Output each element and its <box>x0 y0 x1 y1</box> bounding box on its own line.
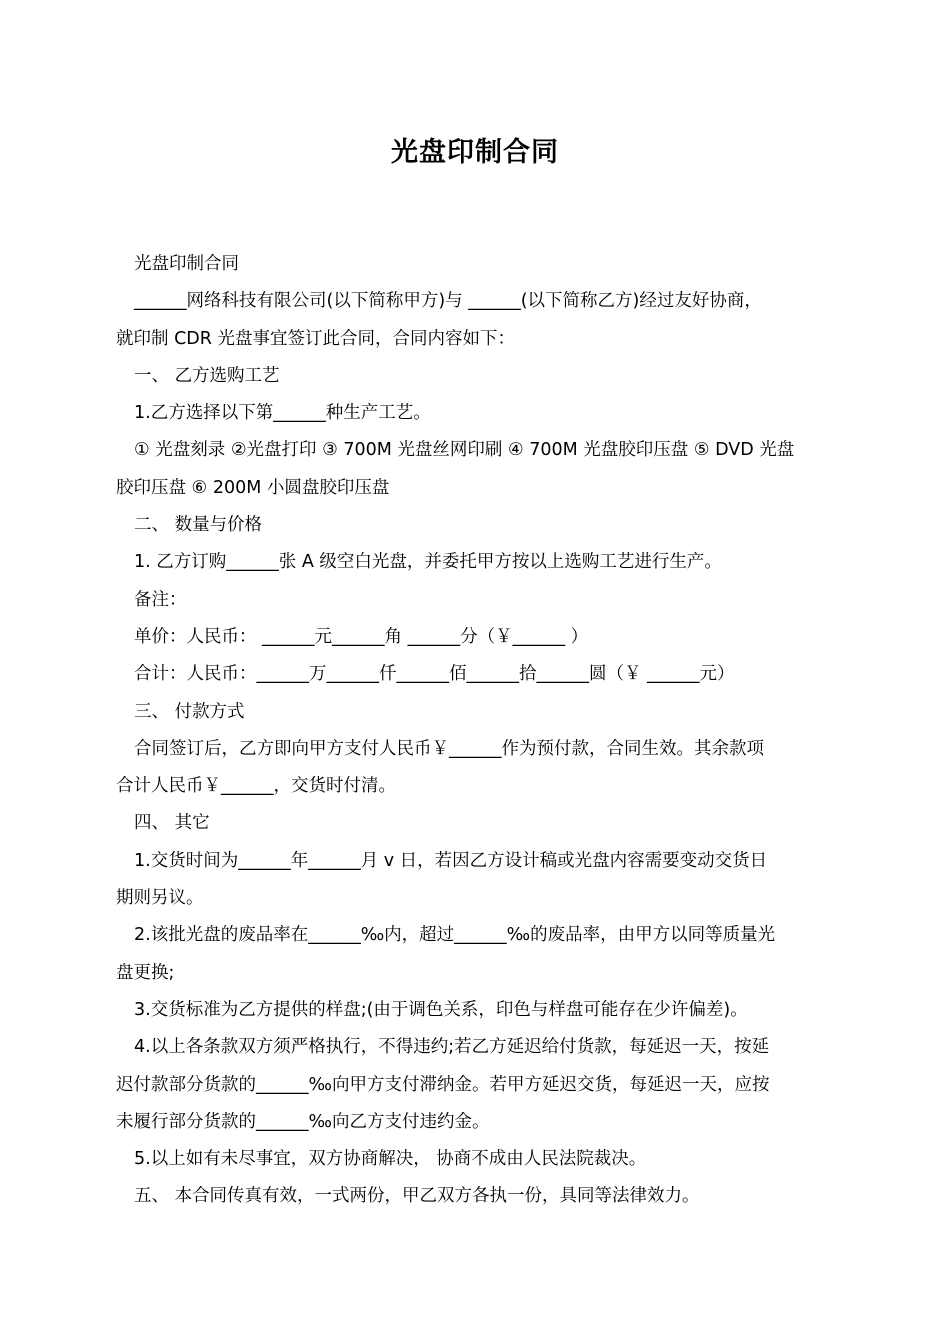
document-line: 盘更换; <box>116 962 175 983</box>
document-line: 就印制 CDR 光盘事宜签订此合同，合同内容如下： <box>116 328 515 349</box>
document-line: 光盘印制合同 <box>134 254 239 274</box>
document-body <box>116 246 836 1216</box>
document-line: 4.以上各条款双方须严格执行，不得违约;若乙方延迟给付货款，每延迟一天，按延 <box>134 1037 770 1058</box>
document-line: 1.乙方选择以下第______种生产工艺。 <box>134 403 431 424</box>
document-line: 合计：人民币：______万______仟______佰______拾______圆（￥ ______元） <box>134 664 735 685</box>
document-line: 胶印压盘 ⑥ 200M 小圆盘胶印压盘 <box>116 477 390 498</box>
document-line: 2.该批光盘的废品率在______‰内，超过______‰的废品率，由甲方以同等质量光 <box>134 925 776 946</box>
document-line: 合计人民币￥______，交货时付清。 <box>116 776 396 797</box>
document-line: 未履行部分货款的______‰向乙方支付违约金。 <box>116 1111 490 1132</box>
document-line: 三、 付款方式 <box>134 701 245 722</box>
document-line: 二、 数量与价格 <box>134 515 263 536</box>
document-line: 五、 本合同传真有效，一式两份，甲乙双方各执一份，具同等法律效力。 <box>134 1186 700 1207</box>
document-line: 3.交货标准为乙方提供的样盘;(由于调色关系，印色与样盘可能存在少许偏差)。 <box>134 999 748 1020</box>
document-line: 单价：人民币： ______元______角 ______分（￥______ ） <box>134 626 589 647</box>
document-line: 1.交货时间为______年______月 v 日，若因乙方设计稿或光盘内容需要变动交货日 <box>134 850 768 871</box>
document-line: 5.以上如有未尽事宜，双方协商解决， 协商不成由人民法院裁决。 <box>134 1149 647 1170</box>
document-line: ______网络科技有限公司(以下简称甲方)与 ______(以下简称乙方)经过友好协商， <box>134 291 762 312</box>
document-line: 合同签订后，乙方即向甲方支付人民币￥______作为预付款，合同生效。其余款项 <box>134 738 764 759</box>
document-line: 迟付款部分货款的______‰向甲方支付滞纳金。若甲方延迟交货，每延迟一天，应按 <box>116 1074 770 1095</box>
document-line: 一、 乙方选购工艺 <box>134 365 280 386</box>
document-line: 期则另议。 <box>116 888 204 909</box>
document-line: ① 光盘刻录 ②光盘打印 ③ 700M 光盘丝网印刷 ④ 700M 光盘胶印压盘 ⑤ DVD 光盘 <box>134 440 795 461</box>
document-title: 光盘印制合同 <box>391 137 559 168</box>
document-line: 1. 乙方订购______张 A 级空白光盘，并委托甲方按以上选购工艺进行生产。 <box>134 552 722 573</box>
document-line: 备注： <box>134 589 187 610</box>
document-line: 四、 其它 <box>134 813 210 834</box>
